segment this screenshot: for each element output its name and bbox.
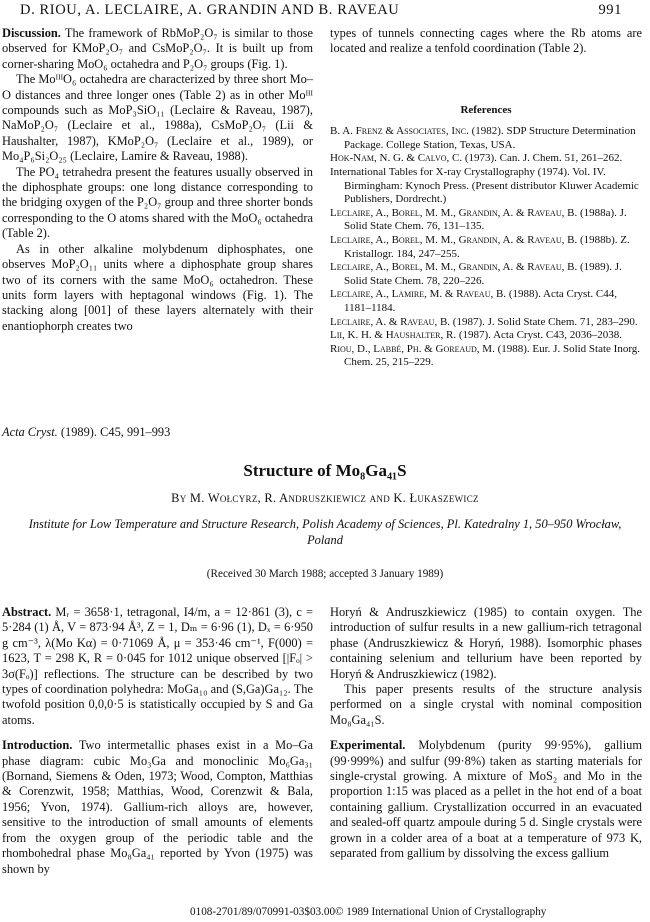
reference-entry: [330, 288, 642, 315]
layers-paragraph: As in other alkaline molybdenum diphosphates, one observes MoP₂O₁₁ units where a diphosphate group shares two of its corners with the same MoO₆ octahedron. These units form layers with heptagonal windows (Fig. 1). The stacking along [001] of these layers alternately with their enantiophorph creates two: [2, 241, 313, 333]
abstract-text: Mᵣ = 3658·1, tetragonal, I4/m, a = 12·861 (3), c = 5·284 (1) Å, V = 873·94 Å³, Z = 1, Dₘ = 6·96 (1), Dₓ = 6·950 g cm⁻³, λ(Mo Kα) = 0·71069 Å, μ = 353·46 cm⁻¹, F(000) = 1623, T = 298 K, R = 0·045 for 1012 unique observed [|Fₒ| > 3σ(Fₒ)] reflections. The structure can be described by two types of coordination polyhedra: MoGa₁₀ and (S,Ga)Ga₁₂. The twofold position 0,0,0·5 is statistically occupied by S and Ga atoms.: [2, 605, 313, 727]
reference-details: International Tables for X-ray Crystallography (1974). Vol. IV. Birmingham: Kynoch Press. (Present distributor Kluwer Academic Publishers, Dordrecht.): [330, 166, 639, 206]
reference-details: (1987). J. Solid State Chem. 71, 283–290.: [450, 315, 638, 328]
bottom-left-column: [2, 605, 313, 877]
reference-details: (1988b). Z. Kristallogr. 184, 247–255.: [344, 233, 630, 260]
article-citation: [2, 425, 170, 440]
received-dates: (Received 30 March 1988; accepted 3 January 1989): [206, 568, 444, 580]
page-footer: [0, 906, 650, 922]
reference-entry: [330, 316, 642, 330]
intro-continuation-paragraph: Horyń & Andruszkiewicz (1985) to contain oxygen. The introduction of sulfur results in a new gallium-rich tetragonal phase (Andruszkiewicz & Horyń, 1988). Isomorphic phases containing selenium and tellurium have been reported by Horyń & Andruszkiewicz (1982).: [330, 605, 642, 681]
discussion-heading: Discussion.: [2, 26, 61, 40]
reference-details: (1988). Eur. J. Solid State Inorg. Chem. 25, 215–229.: [344, 342, 641, 369]
reference-entry: [330, 207, 642, 234]
footer-issn: 0108-2701/89/070991-03$03.00: [190, 906, 336, 918]
paper-scope-paragraph: This paper presents results of the structure analysis performed on a single crystal with nominal composition Mo₈Ga₄₁S.: [330, 682, 642, 727]
reference-details: (1973). Can. J. Chem. 51, 261–262.: [462, 152, 623, 165]
experimental-text: Molybdenum (purity 99·95%), gallium (99·999%) and sulfur (99·8%) taken as starting materials for single-crystal growing. A mixture of MoS₂ and Mo in the proportion 1:15 was placed as a pellet in the hot end of a boat containing gallium. Crystallization occurred in an evacuated and sealed-off quartz ampoule during 5 d. Single crystals were grown in a colder area of a boat at a temperature of 973 K, separated from gallium by dissolving the excess gallium: [330, 738, 642, 861]
reference-entry: [330, 343, 642, 370]
reference-details: (1987). Acta Cryst. C43, 2036–2038.: [456, 329, 623, 342]
citation-details: (1989). C45, 991–993: [60, 425, 171, 439]
reference-authors: Lii, K. H. & Haushalter, R.: [330, 329, 457, 342]
experimental-paragraph: [330, 738, 642, 861]
reference-entry: [330, 166, 642, 207]
running-head: D. RIOU, A. LECLAIRE, A. GRANDIN AND B. RAVEAU: [20, 2, 400, 18]
reference-authors: B. A. Frenz & Associates, Inc.: [330, 125, 469, 138]
citation-journal: Acta Cryst.: [2, 425, 58, 439]
top-left-column: [2, 26, 313, 334]
reference-authors: Riou, D., Labbé, Ph. & Goreaud, M.: [330, 342, 495, 355]
reference-authors: Leclaire, A., Borel, M. M., Grandin, A. & Raveau, B.: [330, 233, 578, 246]
reference-details: (1988). Acta Cryst. C44, 1181–1184.: [344, 288, 617, 314]
reference-details: (1982). SDP Structure Determination Package. College Station, Texas, USA.: [344, 125, 636, 151]
introduction-paragraph: [2, 738, 313, 877]
article-authors: By M. Wołcyrz, R. Andruszkiewicz and K. Łukaszewicz: [171, 491, 479, 505]
reference-entry: [330, 261, 642, 288]
reference-entry: [330, 125, 642, 152]
discussion-paragraph: [2, 26, 313, 72]
experimental-heading: Experimental.: [330, 738, 406, 753]
reference-entry: [330, 329, 642, 343]
references-list: [330, 125, 642, 370]
reference-authors: Leclaire, A., Lamire, M. & Raveau, B.: [330, 288, 507, 301]
reference-details: (1988a). J. Solid State Chem. 76, 131–135.: [344, 206, 627, 233]
octahedra-paragraph: The MoᴵᴵᴵO₆ octahedra are characterized by three short Mo–O distances and three longer ones (Table 2) as in other Moᴵᴵᴵ compounds such as MoP₃SiO₁₁ (Leclaire & Raveau, 1987), NaMoP₂O₇ (Leclaire et al., 1988a), CsMoP₂O₇ (Lii & Haushalter, 1987), KMoP₂O₇ (Leclaire et al., 1989), or Mo₄P₆Si₂O₂₅ (Leclaire, Lamire & Raveau, 1988).: [2, 72, 313, 164]
running-header: [0, 2, 650, 22]
tunnels-paragraph: types of tunnels connecting cages where the Rb atoms are located and realize a tenfold coordination (Table 2).: [330, 26, 642, 56]
reference-entry: [330, 152, 642, 166]
top-right-column: [330, 26, 642, 370]
bottom-right-column: [330, 605, 642, 862]
reference-authors: Leclaire, A. & Raveau, B.: [330, 315, 451, 328]
reference-authors: Hok-Nam, N. G. & Calvo, C.: [330, 152, 463, 165]
discussion-text: The framework of RbMoP₂O₇ is similar to those observed for KMoP₂O₇ and CsMoP₂O₇. It is built up from corner-sharing MoO₆ octahedra and P₂O₇ groups (Fig. 1).: [2, 26, 313, 71]
article-affiliation: Institute for Low Temperature and Structure Research, Polish Academy of Sciences, Pl. Katedralny 1, 50–950 Wrocław, Poland: [28, 517, 622, 547]
page-number: 991: [598, 2, 622, 18]
abstract-heading: Abstract.: [2, 605, 52, 619]
article-title: Structure of Mo₈Ga₄₁S: [243, 461, 407, 480]
reference-details: (1989). J. Solid State Chem. 78, 220–226.: [344, 261, 622, 287]
reference-authors: Leclaire, A., Borel, M. M., Grandin, A. & Raveau, B.: [330, 261, 578, 274]
tetrahedra-paragraph: The PO₄ tetrahedra present the features usually observed in the diphosphate groups: one long distance corresponding to the bridging oxygen of the P₂O₇ group and three shorter bonds corresponding to the O atoms shared with the MoO₆ octahedra (Table 2).: [2, 164, 313, 241]
footer-copyright: © 1989 International Union of Crystallography: [335, 906, 547, 918]
introduction-heading: Introduction.: [2, 738, 73, 753]
reference-entry: [330, 234, 642, 261]
references-heading: References: [460, 103, 512, 116]
reference-authors: Leclaire, A., Borel, M. M., Grandin, A. & Raveau, B.: [330, 206, 578, 219]
introduction-text: Two intermetallic phases exist in a Mo–Ga phase diagram: cubic Mo₃Ga and monoclinic Mo₆Ga₃₁ (Bornand, Siemens & Oden, 1973; Wood, Compton, Matthias & Corenzwit, 1958; Matthias, Wood, Corenzwit & Bala, 1956; Yvon, 1974). Gallium-rich alloys are, however, sensitive to the introduction of small amounts of elements from the oxygen group of the periodic table and the rhombohedral phase Mo₈Ga₄₁ reported by Yvon (1975) was shown by: [2, 738, 314, 876]
abstract-paragraph: [2, 605, 313, 728]
